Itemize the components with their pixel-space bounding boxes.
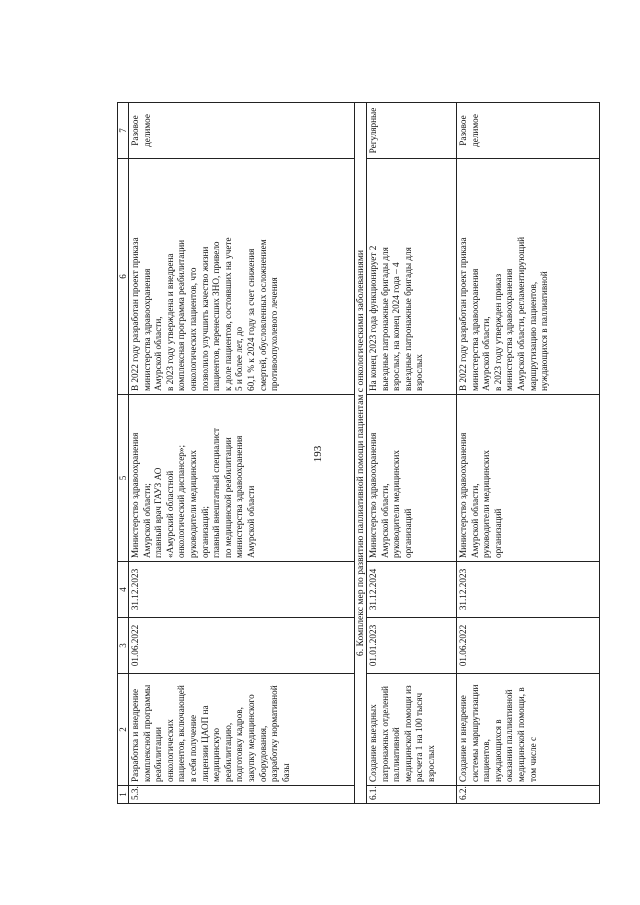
header-col-5: 5 [118, 395, 129, 562]
row-number: 5.3. [129, 786, 355, 804]
end-date: 31.12.2023 [129, 562, 355, 618]
result-text: В 2022 году разработан проект приказа министерства здравоохранения Амурской области, в 2023 году утвержден приказ министерства здравоохранения Амурской области, регламентирующий маршрутизацию пациентов, нуждающихся в паллиативной [458, 236, 550, 391]
measure-cell [367, 674, 457, 786]
header-row [118, 103, 129, 804]
responsible-cell [129, 395, 355, 562]
start-date: 01.06.2022 [129, 618, 355, 674]
start-date: 01.06.2022 [457, 618, 600, 674]
kind-cell: Разовое делимое [457, 103, 600, 159]
table-row [129, 103, 355, 804]
responsible-cell [367, 395, 457, 562]
kind-cell: Разовое делимое [129, 103, 355, 159]
result-cell [457, 159, 600, 395]
measure-text: Создание выездных патронажных отделений паллиативной медицинской помощи из расчета 1 на 100 тысяч взрослых [368, 685, 436, 782]
responsible-text: Министерство здравоохранения Амурской области, руководители медицинских организаций [458, 432, 503, 558]
landscape-sheet [117, 103, 600, 804]
result-cell [367, 159, 457, 395]
measure-cell [457, 674, 600, 786]
page-number: 193 [312, 445, 324, 463]
header-col-4: 4 [118, 562, 129, 618]
result-text: В 2022 году разработан проект приказа министерства здравоохранения Амурской области, в 2023 году утверждена и внедрена комплексная программа реабилитации онкологических пациентов, что позволило улучшить качество жизни пациентов, перенесших ЗНО, привело к доле пациентов, состоявших на учете 5 и более лет, до 60,1 % к 2024 году за счет снижения смертей, обусловленных осложнением противоопухолевого лечения [130, 237, 280, 391]
header-col-7: 7 [118, 103, 129, 159]
kind-cell: Регулярные [367, 103, 457, 159]
section-title: 6. Комплекс мер по развитию паллиативной помощи пациентам с онкологическими заболеваниями [355, 103, 367, 804]
responsible-cell [457, 395, 600, 562]
header-col-1: 1 [118, 786, 129, 804]
header-col-2: 2 [118, 674, 129, 786]
section-row [355, 103, 367, 804]
measure-text: Разработка и внедрение комплексной программы реабилитации онкологических пациентов, включающей в себя получение лицензии ЦАОП на медицинскую реабилитацию, подготовку кадров, закупку медицинского оборудования, разработку нормативной базы [130, 684, 291, 782]
measures-table [117, 102, 600, 804]
start-date: 01.01.2023 [367, 618, 457, 674]
result-cell [129, 159, 355, 395]
header-col-6: 6 [118, 159, 129, 395]
responsible-text: Министерство здравоохранения Амурской области; главный врач ГАУЗ АО «Амурский областной онкологический диспансер»; руководители медицинских организаций; главный внештатный специалист по медицинской реабилитации министерства здравоохранения Амурской области [130, 428, 256, 558]
measure-cell [129, 674, 355, 786]
end-date: 31.12.2024 [367, 562, 457, 618]
table-row [457, 103, 600, 804]
result-text: На конец 2023 года функционирует 2 выездные патронажные бригады для взрослых, на конец 2024 года – 4 выездные патронажные бригады для взрослых [368, 245, 425, 391]
responsible-text: Министерство здравоохранения Амурской области, руководители медицинских организаций [368, 432, 413, 558]
table-row [367, 103, 457, 804]
measure-text: Создание и внедрение системы маршрутизации пациентов, нуждающихся в оказании паллиативной медицинской помощи, в том числе с [458, 684, 538, 782]
header-col-3: 3 [118, 618, 129, 674]
end-date: 31.12.2023 [457, 562, 600, 618]
rotated-table-frame [117, 103, 600, 804]
row-number: 6.2. [457, 786, 600, 804]
row-number: 6.1. [367, 786, 457, 804]
